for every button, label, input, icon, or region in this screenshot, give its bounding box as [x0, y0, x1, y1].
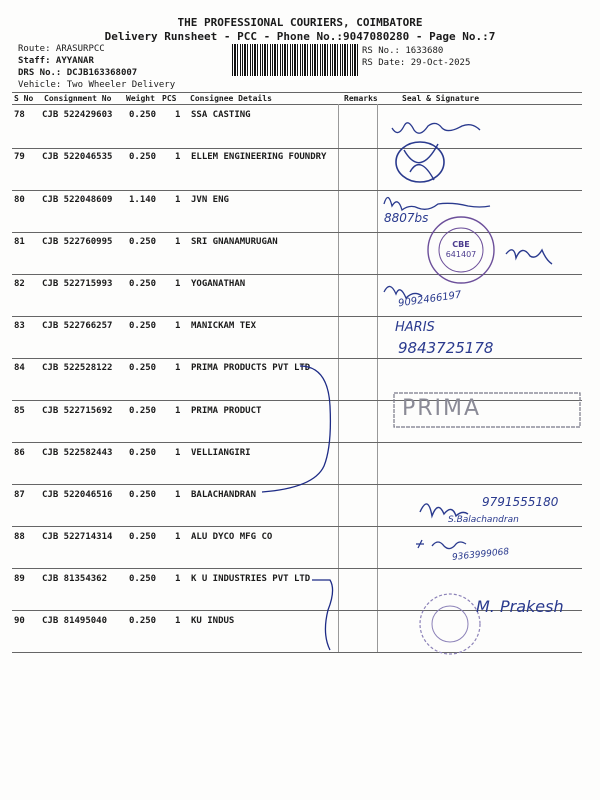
- col-weight: Weight: [126, 94, 155, 103]
- row-pcs: 1: [175, 237, 181, 247]
- row-consignment: CJB 522582443: [42, 448, 113, 458]
- row-consignee: ELLEM ENGINEERING FOUNDRY: [191, 152, 327, 162]
- row-consignment: CJB 522715993: [42, 279, 113, 289]
- bracket-mark-2: [312, 580, 333, 650]
- row-weight: 1.140: [129, 195, 157, 205]
- row-consignment: CJB 81354362: [42, 574, 108, 584]
- row-sno: 86: [14, 448, 25, 458]
- row-pcs: 1: [175, 406, 181, 416]
- signature-80: [384, 197, 490, 210]
- row-consignment: CJB 522715692: [42, 406, 113, 416]
- row-weight: 0.250: [129, 532, 157, 542]
- drs-label: DRS No.: DCJB163368007: [18, 68, 138, 78]
- row-sno: 89: [14, 574, 25, 584]
- row-consignment: CJB 522760995: [42, 237, 113, 247]
- bracket-mark: [262, 366, 330, 492]
- row-sno: 84: [14, 363, 25, 373]
- handwriting-87-phone: 9791555180: [482, 495, 559, 509]
- row-rule: [12, 274, 582, 275]
- row-rule: [12, 148, 582, 149]
- row-rule: [12, 316, 582, 317]
- row-pcs: 1: [175, 363, 181, 373]
- signature-81: [506, 250, 552, 264]
- row-pcs: 1: [175, 321, 181, 331]
- row-sno: 82: [14, 279, 25, 289]
- row-pcs: 1: [175, 448, 181, 458]
- row-consignee: BALACHANDRAN: [191, 490, 257, 500]
- row-rule: [12, 190, 582, 191]
- col-consignment: Consignment No: [44, 94, 112, 103]
- row-rule: [12, 442, 582, 443]
- row-pcs: 1: [175, 616, 181, 626]
- row-pcs: 1: [175, 574, 181, 584]
- signature-88: [416, 540, 466, 549]
- rs-number: RS No.: 1633680: [362, 46, 444, 56]
- handwriting-90: M. Prakesh: [476, 597, 564, 616]
- handwriting-83-name: HARIS: [395, 320, 435, 335]
- row-rule: [12, 484, 582, 485]
- row-weight: 0.250: [129, 152, 157, 162]
- row-sno: 85: [14, 406, 25, 416]
- col-remarks: Remarks: [344, 94, 378, 103]
- row-consignee: SSA CASTING: [191, 110, 251, 120]
- col-sno: S No: [14, 94, 34, 103]
- row-weight: 0.250: [129, 279, 157, 289]
- row-sno: 83: [14, 321, 25, 331]
- row-sno: 88: [14, 532, 25, 542]
- row-weight: 0.250: [129, 406, 157, 416]
- row-weight: 0.250: [129, 616, 157, 626]
- row-rule: [12, 526, 582, 527]
- company-title: THE PROFESSIONAL COURIERS, COIMBATORE: [177, 16, 423, 29]
- row-consignee: KU INDUS: [191, 616, 235, 626]
- row-consignee: MANICKAM TEX: [191, 321, 257, 331]
- row-pcs: 1: [175, 532, 181, 542]
- row-sno: 78: [14, 110, 25, 120]
- col-consignee: Consignee Details: [190, 94, 272, 103]
- row-sno: 90: [14, 616, 25, 626]
- row-consignment: CJB 522046535: [42, 152, 113, 162]
- row-rule: [12, 232, 582, 233]
- row-consignment: CJB 522046516: [42, 490, 113, 500]
- row-sno: 87: [14, 490, 25, 500]
- row-pcs: 1: [175, 152, 181, 162]
- row-consignee: ALU DYCO MFG CO: [191, 532, 273, 542]
- row-sno: 81: [14, 237, 25, 247]
- row-consignee: PRIMA PRODUCTS PVT LTD: [191, 363, 311, 373]
- cbe-seal-line2: 641407: [445, 250, 477, 259]
- barcode: [232, 44, 358, 76]
- col-seal-signature: Seal & Signature: [402, 94, 480, 103]
- row-consignment: CJB 522048609: [42, 195, 113, 205]
- row-pcs: 1: [175, 110, 181, 120]
- col-pcs: PCS: [162, 94, 177, 103]
- row-rule: [12, 400, 582, 401]
- seal-divider: [377, 104, 378, 652]
- row-consignment: CJB 522528122: [42, 363, 113, 373]
- route-label: Route: ARASURPCC: [18, 44, 105, 54]
- row-weight: 0.250: [129, 363, 157, 373]
- row-weight: 0.250: [129, 237, 157, 247]
- row-sno: 80: [14, 195, 25, 205]
- row-weight: 0.250: [129, 321, 157, 331]
- handwriting-82: 9092466197: [397, 289, 463, 310]
- signature-78: [392, 123, 480, 133]
- remarks-divider: [338, 104, 339, 652]
- row-consignment: CJB 522429603: [42, 110, 113, 120]
- runsheet-subtitle: Delivery Runsheet - PCC - Phone No.:9047080280 - Page No.:7: [104, 30, 496, 43]
- rs-date: RS Date: 29-Oct-2025: [362, 58, 471, 68]
- row-consignment: CJB 81495040: [42, 616, 108, 626]
- row-consignee: VELLIANGIRI: [191, 448, 251, 458]
- handwriting-80: 8807bs: [384, 211, 429, 225]
- row-pcs: 1: [175, 279, 181, 289]
- row-consignee: SRI GNANAMURUGAN: [191, 237, 278, 247]
- row-weight: 0.250: [129, 110, 157, 120]
- row-rule: [12, 358, 582, 359]
- row-weight: 0.250: [129, 490, 157, 500]
- row-consignment: CJB 522766257: [42, 321, 113, 331]
- table-header-rule: [12, 104, 582, 105]
- row-weight: 0.250: [129, 574, 157, 584]
- row-consignee: PRIMA PRODUCT: [191, 406, 262, 416]
- row-consignee: YOGANATHAN: [191, 279, 246, 289]
- prima-stamp-text: PRIMA: [402, 396, 482, 421]
- row-consignment: CJB 522714314: [42, 532, 113, 542]
- row-consignee: K U INDUSTRIES PVT LTD: [191, 574, 311, 584]
- table-top-rule: [12, 92, 582, 93]
- row-sno: 79: [14, 152, 25, 162]
- row-weight: 0.250: [129, 448, 157, 458]
- row-consignee: JVN ENG: [191, 195, 229, 205]
- seal-90: [420, 594, 480, 654]
- table-bottom-rule: [12, 652, 582, 653]
- staff-label: Staff: AYYANAR: [18, 56, 94, 66]
- row-rule: [12, 568, 582, 569]
- handwriting-83-phone: 9843725178: [398, 339, 494, 357]
- row-pcs: 1: [175, 490, 181, 500]
- vehicle-label: Vehicle: Two Wheeler Delivery: [18, 80, 176, 90]
- handwriting-88-phone: 9363999068: [451, 547, 510, 563]
- cbe-seal-line1: CBE: [452, 240, 470, 249]
- row-pcs: 1: [175, 195, 181, 205]
- handwriting-87-name: S.Balachandran: [448, 515, 519, 525]
